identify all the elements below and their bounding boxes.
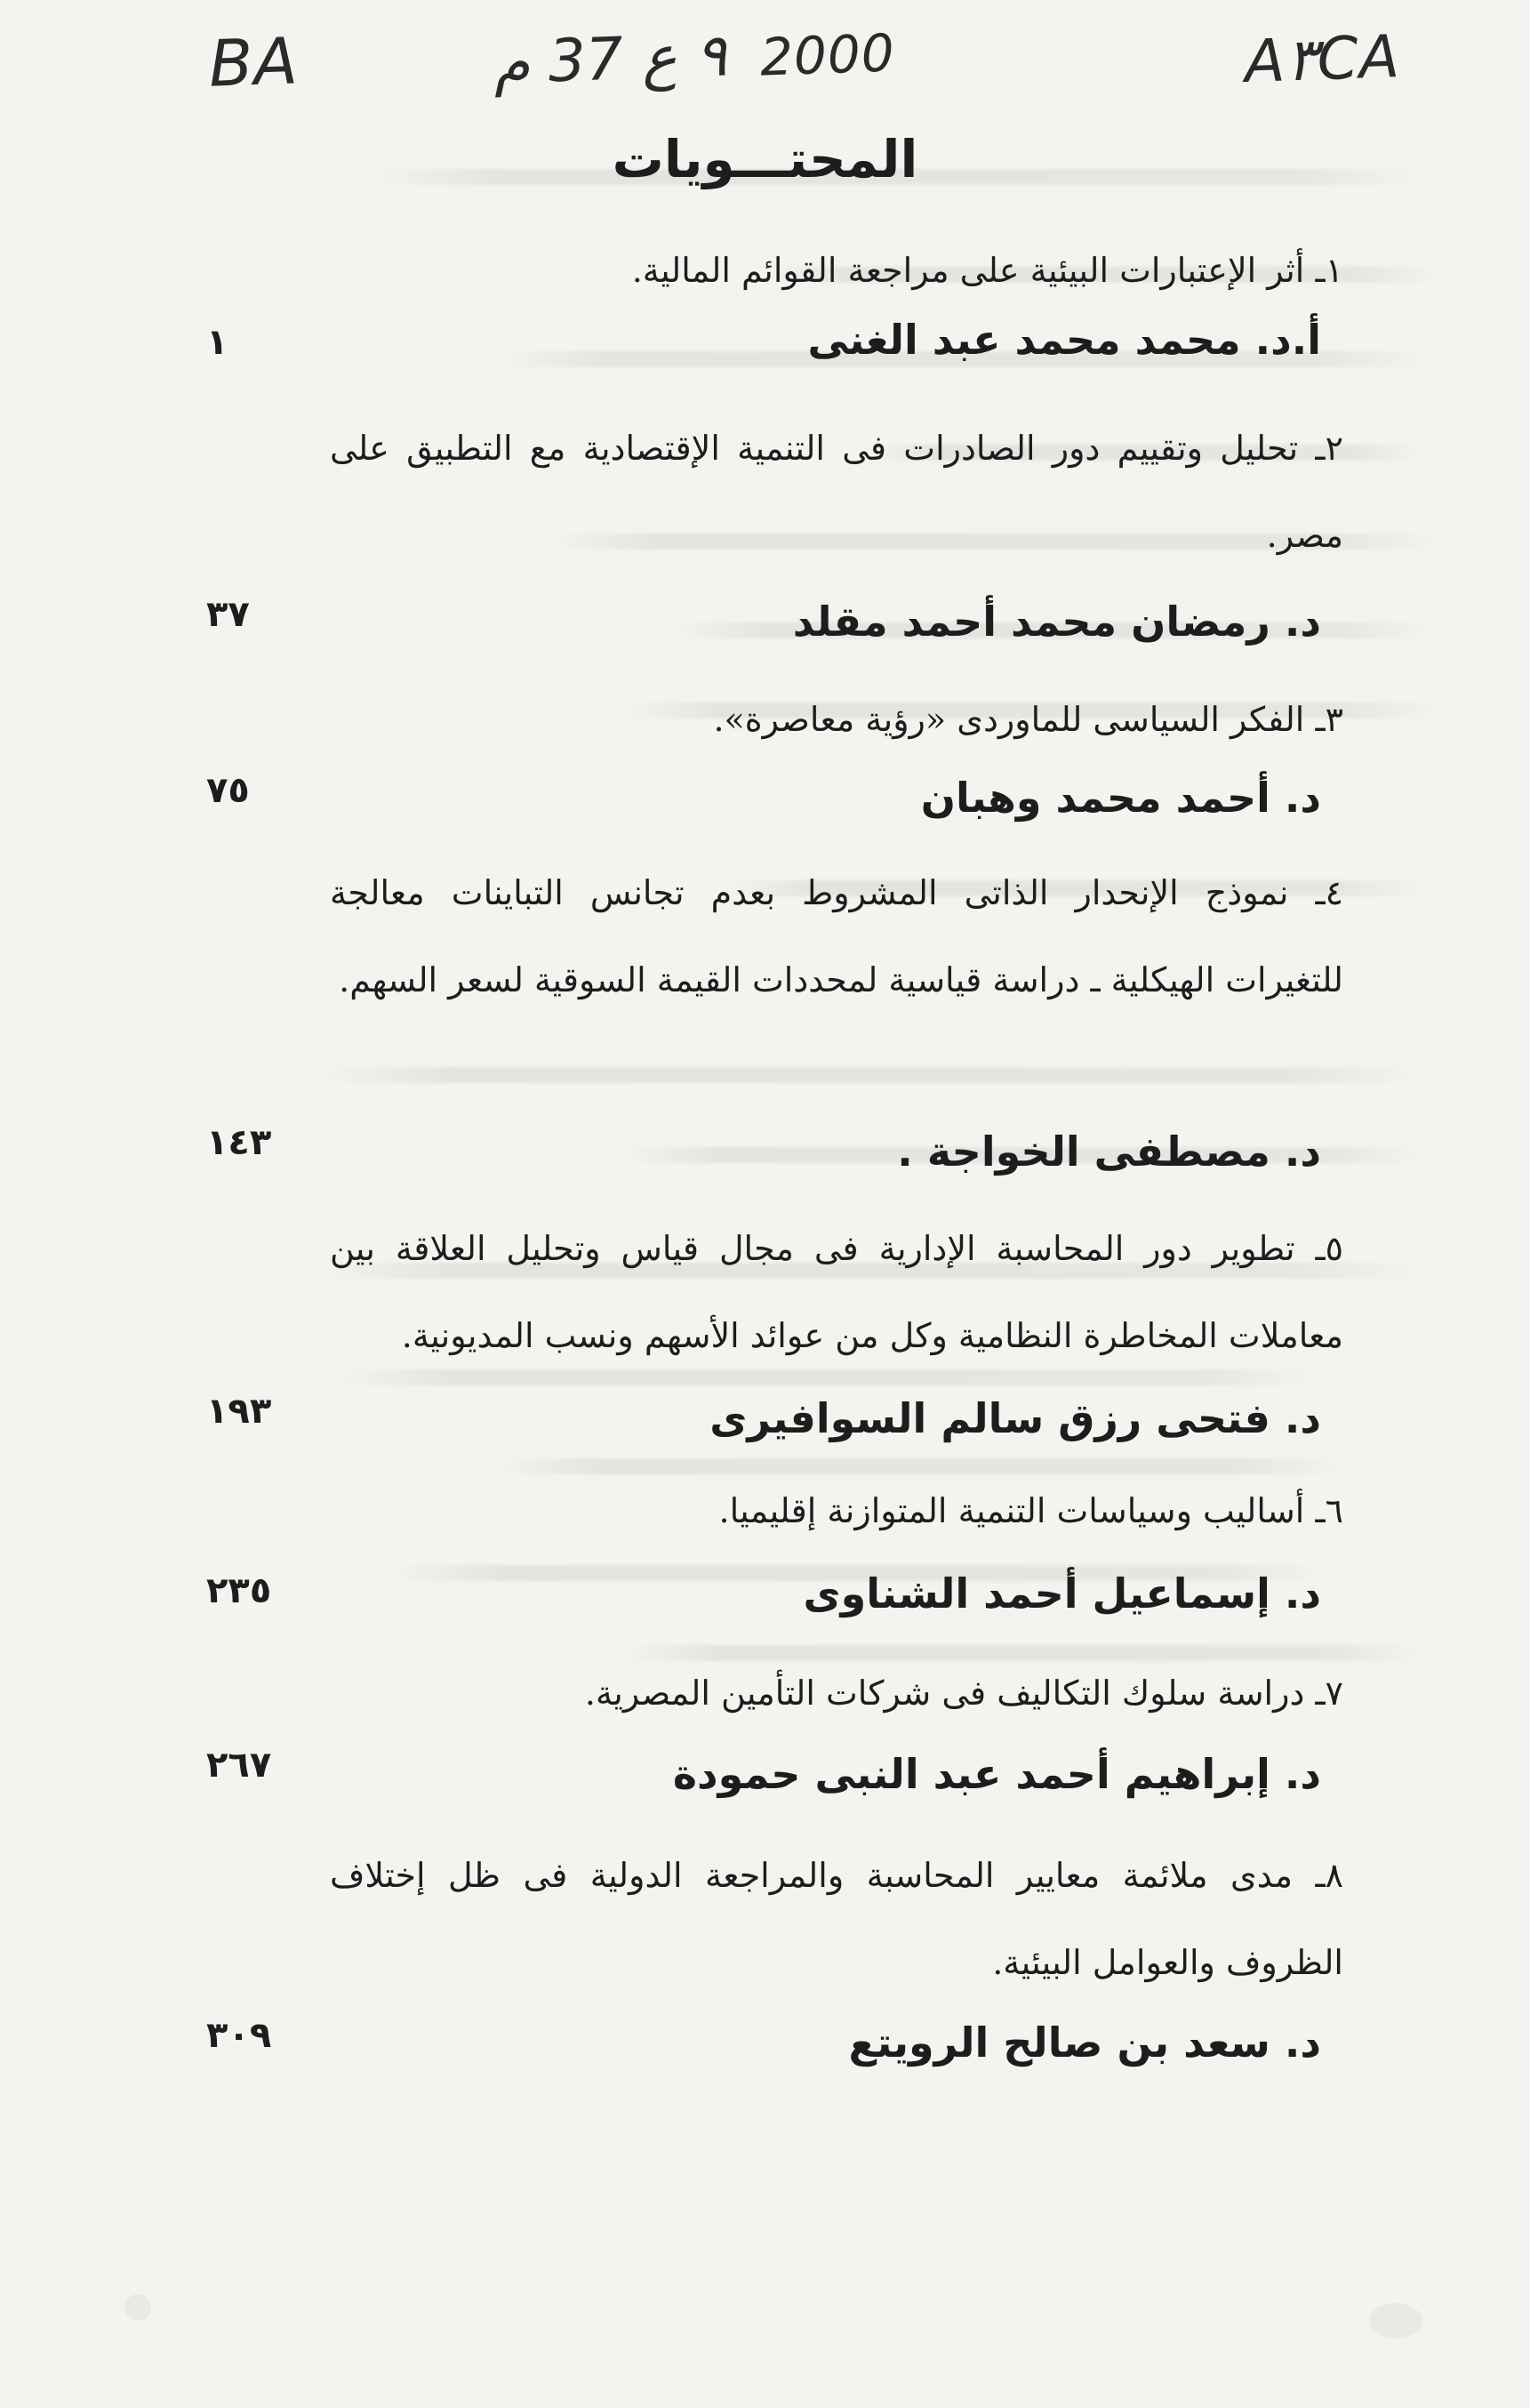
- entry-author: د. إسماعيل أحمد الشناوى: [803, 1569, 1321, 1617]
- entry-page-number: ١: [206, 322, 228, 363]
- entry-title: ـ نموذج الإنحدار الذاتى المشروط بعدم تجانس التباينات معالجة للتغيرات الهيكلية ـ دراسة قياسية لمحددات القيمة السوقية لسعر السهم.: [330, 873, 1343, 999]
- toc-entry: [330, 849, 1343, 1023]
- entry-page-number: ١٤٣: [206, 1122, 272, 1163]
- toc-entry: [330, 1467, 1343, 1554]
- paper-stain: [1369, 2303, 1422, 2339]
- toc-entry: [330, 1205, 1343, 1379]
- toc-entry: [330, 227, 1343, 314]
- entry-number: ٨: [1325, 1856, 1343, 1895]
- handwritten-note-call-number: ٩ ع 37 م: [492, 20, 728, 98]
- entry-title: ـ تحليل وتقييم دور الصادرات فى التنمية الإقتصادية مع التطبيق على مصر.: [330, 429, 1343, 555]
- entry-author: د. إبراهيم أحمد عبد النبى حمودة: [672, 1750, 1321, 1798]
- paper-stain: [124, 2294, 151, 2321]
- handwritten-note-right: A٣CA: [1243, 21, 1402, 97]
- entry-number: ٢: [1325, 429, 1343, 468]
- entry-title: ـ أساليب وسياسات التنمية المتوازنة إقليميا.: [718, 1491, 1326, 1530]
- entry-number: ٣: [1325, 700, 1343, 739]
- entry-author: أ.د. محمد محمد عبد الغنى: [807, 316, 1321, 364]
- entry-author: د. أحمد محمد وهبان: [920, 774, 1321, 822]
- entry-page-number: ٢٦٧: [206, 1745, 272, 1786]
- entry-page-number: ٣٧: [206, 594, 250, 635]
- entry-author: د. رمضان محمد أحمد مقلد: [792, 598, 1321, 646]
- entry-title: ـ دراسة سلوك التكاليف فى شركات التأمين المصرية.: [584, 1674, 1326, 1713]
- entry-page-number: ٣٠٩: [206, 2015, 272, 2056]
- toc-entry: [330, 1649, 1343, 1737]
- handwritten-note-year: 2000: [758, 22, 896, 88]
- toc-entry: [330, 676, 1343, 763]
- entry-page-number: ١٩٣: [206, 1391, 272, 1432]
- toc-entry: [330, 1832, 1343, 2006]
- page-title: المحتـــويات: [612, 129, 918, 189]
- handwritten-note-left: BA: [207, 23, 300, 101]
- entry-number: ١: [1325, 251, 1343, 290]
- entry-author: د. مصطفى الخواجة .: [897, 1128, 1321, 1176]
- entry-title: ـ الفكر السياسى للماوردى «رؤية معاصرة».: [713, 700, 1326, 739]
- entry-number: ٦: [1325, 1491, 1343, 1530]
- entry-title: ـ تطوير دور المحاسبة الإدارية فى مجال قياس وتحليل العلاقة بين معاملات المخاطرة النظامية وكل من عوائد الأسهم ونسب المديونية.: [330, 1229, 1343, 1355]
- entry-title: ـ مدى ملائمة معايير المحاسبة والمراجعة الدولية فى ظل إختلاف الظروف والعوامل البيئية.: [330, 1856, 1343, 1982]
- entry-number: ٥: [1325, 1229, 1343, 1268]
- entry-page-number: ٧٥: [206, 770, 250, 811]
- entry-author: د. فتحى رزق سالم السوافيرى: [709, 1394, 1321, 1442]
- entry-number: ٤: [1325, 873, 1343, 912]
- entry-author: د. سعد بن صالح الرويتع: [848, 2019, 1321, 2067]
- entry-page-number: ٢٣٥: [206, 1570, 272, 1611]
- entry-title: ـ أثر الإعتبارات البيئية على مراجعة القوائم المالية.: [631, 251, 1326, 290]
- toc-entry: [330, 405, 1343, 579]
- entry-number: ٧: [1325, 1674, 1343, 1713]
